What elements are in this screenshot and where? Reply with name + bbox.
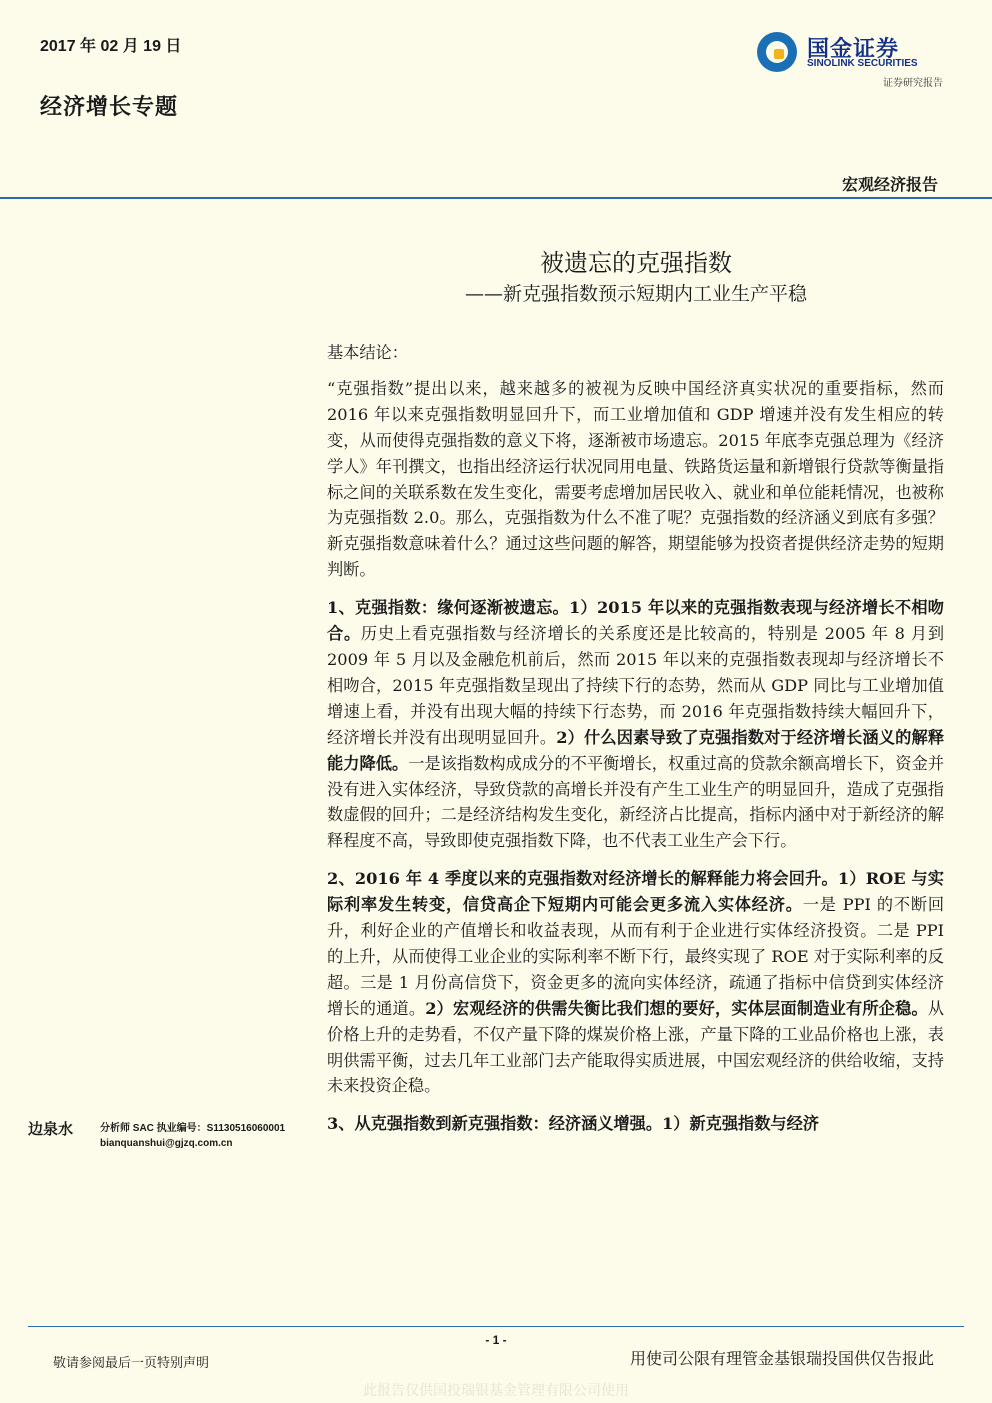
page-subtitle: ——新克强指数预示短期内工业生产平稳 xyxy=(464,283,807,305)
page-number: - 1 - xyxy=(485,1333,507,1347)
conclusion-label: 基本结论： xyxy=(327,343,408,362)
logo-dot-icon xyxy=(774,49,784,59)
analyst-info xyxy=(100,1121,285,1151)
report-body xyxy=(327,340,944,1149)
company-logo xyxy=(757,30,947,90)
logo-name-en: SINOLINK SECURITIES xyxy=(807,58,918,69)
section-2 xyxy=(327,866,944,1099)
report-date: 2017 年 02 月 19 日 xyxy=(40,38,182,55)
section-3 xyxy=(327,1111,944,1137)
section-1 xyxy=(327,595,944,854)
analyst-name: 边泉水 xyxy=(28,1120,74,1138)
section-2-heading: 2、2016 年 4 季度以来的克强指数对经济增长的解释能力将会回升。1）ROE 与实际利率发生转变，信贷高企下短期内可能会更多流入实体经济。 xyxy=(327,869,944,915)
section-2-text-2: 从价格上升的走势看，不仅产量下降的煤炭价格上涨，产量下降的工业品价格也上涨，表明供需平衡，过去几年工业部门去产能取得实质进展，中国宏观经济的供给收缩，支持未来投资企稳。 xyxy=(327,998,945,1096)
intro-paragraph: “克强指数”提出以来，越来越多的被视为反映中国经济真实状况的重要指标，然而 2016 年以来克强指数明显回升下，而工业增加值和 GDP 增速并没有发生相应的转变，从而使得克强指数的意义下将，逐渐被市场遗忘。2015 年底李克强总理为《经济学人》年刊撰文，也指出经济运行状况同用电量、铁路货运量和新增银行贷款等衡量指标之间的关联系数在发生变化，需要考虑增加居民收入、就业和单位能耗情况，也被称为克强指数 2.0。那么，克强指数为什么不准了呢？克强指数的经济涵义到底有多强？新克强指数意味着什么？通过这些问题的解答，期望能够为投资者提供经济走势的短期判断。 xyxy=(327,378,944,580)
footer-rule xyxy=(28,1326,964,1327)
disclaimer-note: 敬请参阅最后一页特别声明 xyxy=(53,1356,210,1371)
logo-subtitle: 证券研究报告 xyxy=(883,78,943,89)
section-2-text: 一是 PPI 的不断回升，利好企业的产值增长和收益表现，从而有利于企业进行实体经济投资。二是 PPI 的上升，从而使得工业企业的实际利率不断下行，最终实现了 ROE 对于实际利率的反超。三是 1 月份高信贷下，资金更多的流向实体经济，疏通了指标中信贷到实体经济增长的通道。 xyxy=(327,895,945,1018)
logo-name-cn: 国金证券 xyxy=(807,36,900,61)
report-series: 经济增长专题 xyxy=(40,94,179,120)
page-title: 被遗忘的克强指数 xyxy=(540,249,732,277)
analyst-email[interactable]: bianquanshui@gjzq.com.cn xyxy=(100,1138,233,1149)
header-rule xyxy=(0,197,992,199)
section-1-text: 历史上看克强指数与经济增长的关系度还是比较高的，特别是 2005 年 8 月到 2009 年 5 月以及金融危机前后，然而 2015 年以来的克强指数表现却与经济增长不相吻合，2015 年克强指数呈现出了持续下行的态势，然而从 GDP 同比与工业增加值增速上看，并没有出现大幅的持续下行态势，而 2016 年克强指数持续大幅回升下，经济增长并没有出现明显回升。 xyxy=(327,624,945,747)
section-1-subheading: 2）什么因素导致了克强指数对于经济增长涵义的解释能力降低。 xyxy=(327,727,945,773)
section-1-heading: 1、克强指数：缘何逐渐被遗忘。1）2015 年以来的克强指数表现与经济增长不相吻合。 xyxy=(327,598,944,644)
usage-notice: 用使司公限有理管金基银瑞投国供仅告报此 xyxy=(629,1349,934,1368)
section-3-heading: 3、从克强指数到新克强指数：经济涵义增强。1）新克强指数与经济 xyxy=(327,1114,819,1134)
watermark: 此报告仅供国投瑞银基金管理有限公司使用 xyxy=(363,1383,629,1399)
report-type: 宏观经济报告 xyxy=(841,175,938,194)
analyst-role: 分析师 SAC 执业编号：S1130516060001 xyxy=(100,1123,286,1134)
section-1-text-2: 一是该指数构成成分的不平衡增长，权重过高的贷款余额高增长下，资金并没有进入实体经济，导致贷款的高增长并没有产生工业生产的明显回升，造成了克强指数虚假的回升；二是经济结构发生变化，新经济占比提高，指标内涵中对于新经济的解释程度不高，导致即使克强指数下降，也不代表工业生产会下行。 xyxy=(327,753,945,851)
section-2-subheading: 2）宏观经济的供需失衡比我们想的要好，实体层面制造业有所企稳。 xyxy=(425,998,928,1018)
